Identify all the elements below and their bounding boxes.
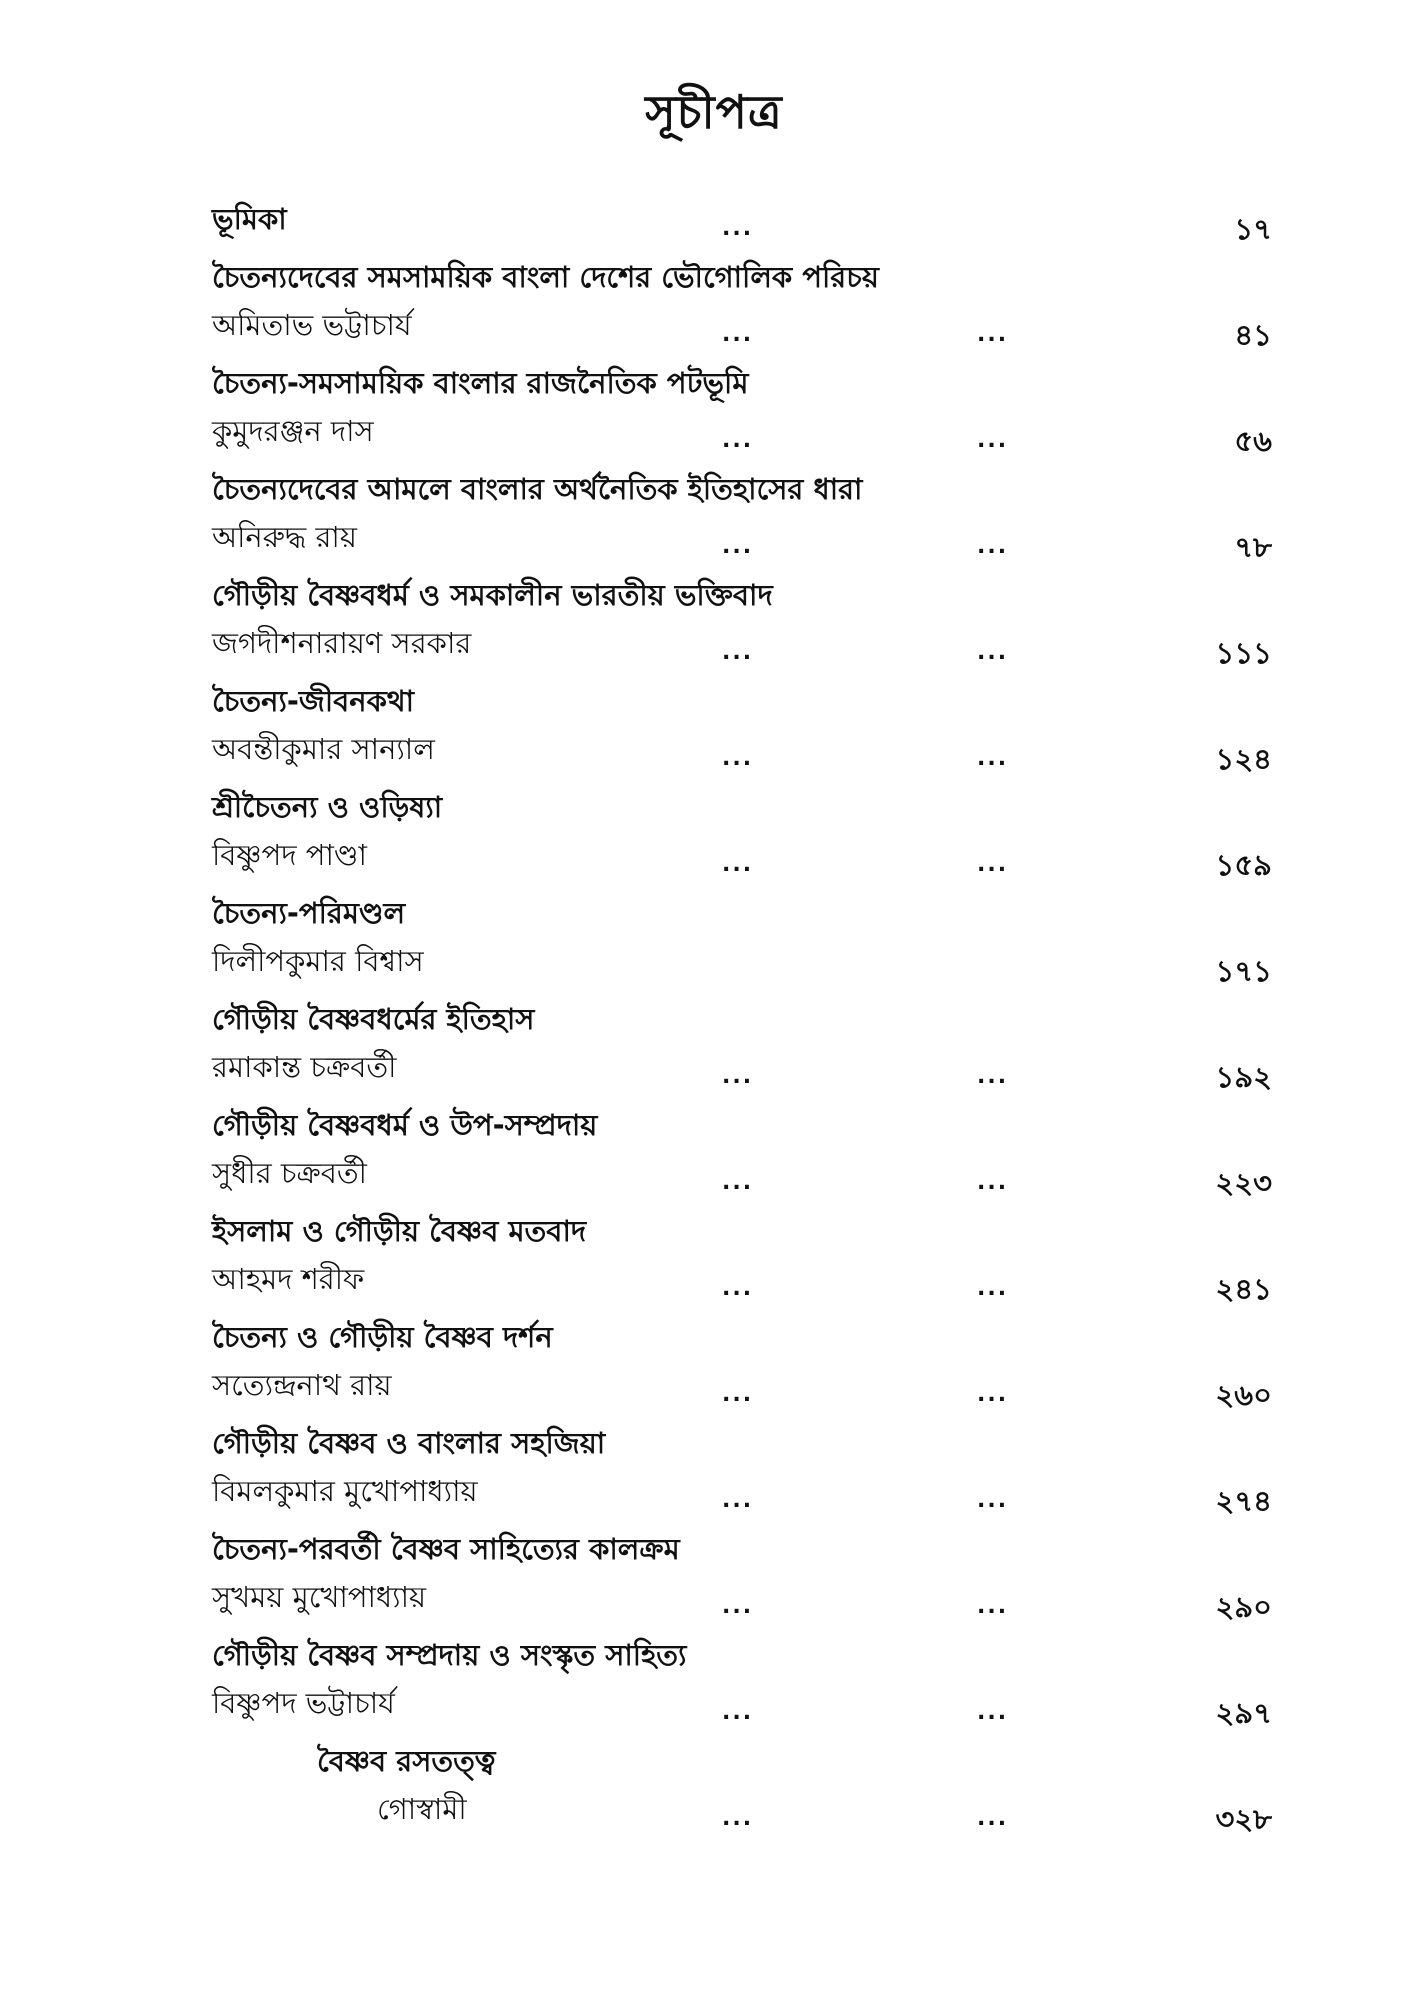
toc-page-number: ৩২৮ (1215, 1802, 1272, 1836)
toc-entry (212, 1631, 1272, 1730)
toc-entry-title (212, 571, 1272, 619)
leader-dots: ... (722, 1594, 754, 1619)
leader-dots: ... (977, 1700, 1009, 1725)
leader-dots: ... (977, 1276, 1009, 1301)
toc-page-number: ১১১ (1215, 636, 1272, 670)
toc-entry-title-text: চৈতন্যদেবের আমলে বাংলার অর্থনৈতিক ইতিহাসের ধারা (212, 472, 863, 506)
toc-entry-title (212, 1313, 1272, 1361)
toc-page-number: ১৯২ (1215, 1060, 1272, 1094)
toc-entry-author-text: বিষ্ণুপদ পাণ্ডা (212, 838, 367, 872)
toc-entry-author (212, 301, 1272, 352)
toc-entry-author (212, 725, 1272, 776)
toc-page-number: ১৭১ (1215, 954, 1272, 988)
toc-page-number: ১৭ (1234, 212, 1272, 246)
toc-entry-author (212, 937, 1272, 988)
leader-dots: ... (722, 1700, 754, 1725)
toc-entry-author-text: আহমদ শরীফ (212, 1262, 365, 1296)
toc-entry-author-text: অনিরুদ্ধ রায় (212, 520, 357, 554)
toc-entry-title (212, 783, 1272, 831)
toc-page-number: ৭৮ (1234, 530, 1272, 564)
toc-page-number: ২৯৭ (1215, 1696, 1272, 1730)
toc-entry (212, 195, 1272, 246)
toc-entry-author-text: সুখময় মুখোপাধ্যায় (212, 1580, 427, 1614)
toc-entry-title (212, 195, 1272, 246)
toc-page-number: ৪১ (1234, 318, 1272, 352)
toc-entry-title-text: গৌড়ীয় বৈষ্ণব সম্প্রদায় ও সংস্কৃত সাহিত্য (212, 1638, 687, 1672)
toc-entry (212, 889, 1272, 988)
toc-page-number: ১৫৯ (1215, 848, 1272, 882)
leader-dots: ... (977, 1806, 1009, 1831)
leader-dots: ... (722, 1806, 754, 1831)
toc-entry-title-text: চৈতন্য-সমসাময়িক বাংলার রাজনৈতিক পটভূমি (212, 366, 749, 400)
page-title: সূচীপত্র (645, 85, 783, 139)
leader-dots: ... (722, 1064, 754, 1089)
toc-entry-title (212, 1525, 1272, 1573)
toc-entry-author (212, 1255, 1272, 1306)
toc-entry-author (212, 619, 1272, 670)
leader-dots: ... (977, 322, 1009, 347)
toc-page-number: ২২৩ (1215, 1166, 1272, 1200)
leader-dots: ... (722, 428, 754, 453)
toc-page-number: ২৭৪ (1215, 1484, 1272, 1518)
toc-entry-author-text: সুধীর চক্রবর্তী (212, 1156, 367, 1190)
toc-entry-title-text: ইসলাম ও গৌড়ীয় বৈষ্ণব মতবাদ (212, 1214, 587, 1248)
toc-entry-title (212, 1737, 1272, 1785)
leader-dots: ... (722, 640, 754, 665)
toc-entry-title-text: গৌড়ীয় বৈষ্ণবধর্মের ইতিহাস (212, 1002, 535, 1036)
toc-entry (212, 1207, 1272, 1306)
toc-entry-title-text: ভূমিকা (212, 202, 287, 236)
toc-entry (212, 1101, 1272, 1200)
leader-dots: ... (722, 322, 754, 347)
toc-page-number: ২৪১ (1215, 1272, 1272, 1306)
toc-entry-title-text: চৈতন্য-পরিমণ্ডল (212, 896, 406, 930)
toc-entry-author-text: গোস্বামী (377, 1792, 467, 1826)
toc-entry (212, 253, 1272, 352)
toc-entry-title-text: চৈতন্য-জীবনকথা (212, 684, 415, 718)
toc-entry-title (212, 1631, 1272, 1679)
leader-dots: ... (977, 852, 1009, 877)
leader-dots: ... (722, 216, 754, 241)
toc-entry-author-text: বিমলকুমার মুখোপাধ্যায় (212, 1474, 478, 1508)
toc-entry-title-text: গৌড়ীয় বৈষ্ণব ও বাংলার সহজিয়া (212, 1426, 606, 1460)
leader-dots: ... (977, 746, 1009, 771)
leader-dots: ... (977, 1170, 1009, 1195)
toc-entry (212, 465, 1272, 564)
toc-entry (212, 1737, 1272, 1836)
toc-entry-author-text: সত্যেন্দ্রনাথ রায় (212, 1368, 392, 1402)
toc-entry (212, 677, 1272, 776)
toc-entry-author (212, 513, 1272, 564)
toc-entry-title (212, 1419, 1272, 1467)
toc-entry-title (212, 995, 1272, 1043)
leader-dots: ... (977, 640, 1009, 665)
toc-entry (212, 995, 1272, 1094)
toc-entry-author (212, 1361, 1272, 1412)
leader-dots: ... (722, 1170, 754, 1195)
toc-page-number: ২৬০ (1215, 1378, 1272, 1412)
toc-entry (212, 359, 1272, 458)
toc-entry-title (212, 889, 1272, 937)
toc-entry-author (212, 1149, 1272, 1200)
leader-dots: ... (722, 1382, 754, 1407)
toc-entry-title-text: চৈতন্য ও গৌড়ীয় বৈষ্ণব দর্শন (212, 1320, 553, 1354)
toc-entry-author (212, 407, 1272, 458)
toc-entry-title (212, 677, 1272, 725)
entry-spacer (212, 985, 1272, 995)
toc-entry (212, 1419, 1272, 1518)
toc-entry-author-text: দিলীপকুমার বিশ্বাস (212, 944, 424, 978)
leader-dots: ... (722, 534, 754, 559)
toc-entry (212, 1313, 1272, 1412)
toc-entry-author-text: রমাকান্ত চক্রবর্তী (212, 1050, 397, 1084)
leader-dots: ... (722, 852, 754, 877)
toc-entry-author-text: বিষ্ণুপদ ভট্টাচার্য (212, 1686, 395, 1720)
leader-dots: ... (722, 746, 754, 771)
toc-entry-author (212, 1679, 1272, 1730)
toc-entry-author-text: জগদীশনারায়ণ সরকার (212, 626, 472, 660)
leader-dots: ... (977, 428, 1009, 453)
toc-page-number: ২৯০ (1215, 1590, 1272, 1624)
leader-dots: ... (977, 534, 1009, 559)
toc-entry-author-text: কুমুদরঞ্জন দাস (212, 414, 374, 448)
toc-entry-author (212, 1467, 1272, 1518)
toc-entry-title-text: চৈতন্যদেবের সমসাময়িক বাংলা দেশের ভৌগোলিক পরিচয় (212, 260, 879, 294)
leader-dots: ... (977, 1488, 1009, 1513)
toc-entry-author (212, 831, 1272, 882)
toc-entry (212, 571, 1272, 670)
leader-dots: ... (722, 1276, 754, 1301)
toc-entry-author-text: অবন্তীকুমার সান্যাল (212, 732, 435, 766)
toc-entry-title (212, 253, 1272, 301)
toc-entry-author (212, 1785, 1272, 1836)
toc-entry-title (212, 465, 1272, 513)
toc-entry-author (212, 1573, 1272, 1624)
leader-dots: ... (977, 1594, 1009, 1619)
toc-entry-title-text: বৈষ্ণব রসতত্ত্ব (317, 1744, 496, 1778)
leader-dots: ... (977, 1382, 1009, 1407)
table-of-contents (212, 195, 1272, 1843)
leader-dots: ... (977, 1064, 1009, 1089)
toc-entry-author (212, 1043, 1272, 1094)
toc-entry (212, 1525, 1272, 1624)
toc-entry-title (212, 1101, 1272, 1149)
toc-entry-author-text: অমিতাভ ভট্টাচার্য (212, 308, 412, 342)
toc-page-number: ৫৬ (1234, 424, 1272, 458)
toc-entry-title-text: শ্রীচৈতন্য ও ওড়িষ্যা (212, 790, 443, 824)
toc-entry (212, 783, 1272, 882)
toc-entry-title (212, 359, 1272, 407)
toc-page-number: ১২৪ (1215, 742, 1272, 776)
toc-entry-title-text: চৈতন্য-পরবর্তী বৈষ্ণব সাহিত্যের কালক্রম (212, 1532, 680, 1566)
toc-entry-title-text: গৌড়ীয় বৈষ্ণবধর্ম ও সমকালীন ভারতীয় ভক্তিবাদ (212, 578, 773, 612)
toc-entry-title-text: গৌড়ীয় বৈষ্ণবধর্ম ও উপ-সম্প্রদায় (212, 1108, 598, 1142)
toc-entry-title (212, 1207, 1272, 1255)
leader-dots: ... (722, 1488, 754, 1513)
